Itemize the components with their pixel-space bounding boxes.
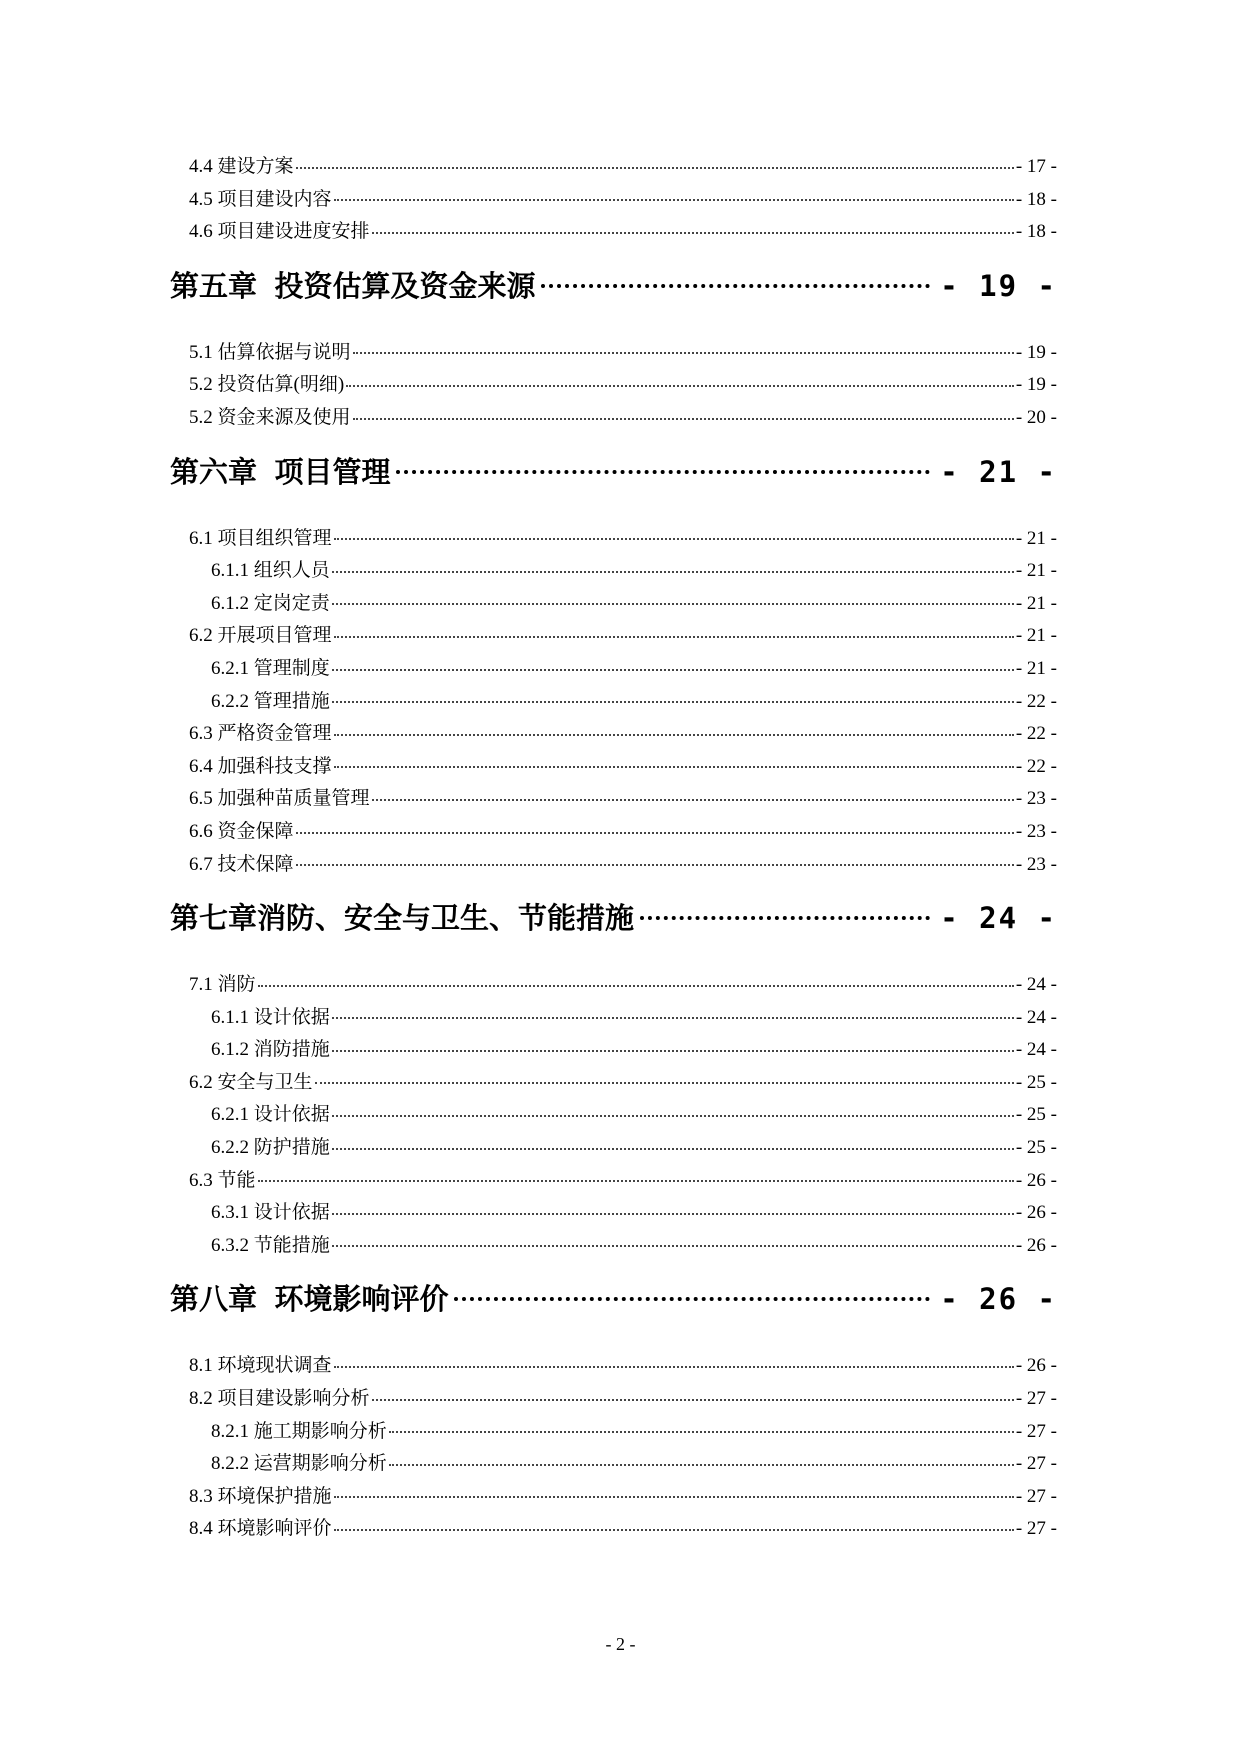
entry-page-number: - 26 -	[1015, 1169, 1057, 1191]
toc-subsection-entry[interactable]	[189, 1416, 1057, 1449]
dot-leader	[334, 636, 1014, 638]
entry-title: 6.3 严格资金管理	[189, 723, 332, 745]
dot-leader	[396, 470, 930, 474]
toc-section-entry[interactable]	[189, 1513, 1057, 1546]
entry-page-number: - 23 -	[1015, 788, 1057, 810]
toc-section-entry[interactable]	[189, 849, 1057, 882]
toc-section-entry[interactable]	[189, 620, 1057, 653]
toc-subsection-entry[interactable]	[189, 1099, 1057, 1132]
toc-subsection-entry[interactable]	[189, 1197, 1057, 1230]
entry-page-number: - 25 -	[1015, 1071, 1057, 1093]
entry-title: 6.4 加强科技支撑	[189, 755, 332, 777]
dot-leader	[332, 1148, 1014, 1150]
entry-title: 6.2 开展项目管理	[189, 625, 332, 647]
chapter-title: 第八章 环境影响评价	[170, 1282, 449, 1317]
dot-leader	[389, 1431, 1014, 1433]
dot-leader	[372, 799, 1014, 801]
toc-subsection-entry[interactable]	[189, 1002, 1057, 1035]
toc-section-entry[interactable]	[189, 1067, 1057, 1100]
dot-leader	[353, 418, 1014, 420]
entry-page-number: - 27 -	[1015, 1518, 1057, 1540]
entry-title: 6.2.1 设计依据	[211, 1104, 330, 1126]
toc-section-entry[interactable]	[189, 1481, 1057, 1514]
entry-title: 6.3 节能	[189, 1169, 256, 1191]
toc-section-entry[interactable]	[189, 523, 1057, 556]
entry-title: 4.5 项目建设内容	[189, 188, 332, 210]
toc-section-entry[interactable]	[189, 816, 1057, 849]
entry-title: 5.2 投资估算(明细)	[189, 374, 345, 396]
entry-page-number: - 26 -	[1015, 1202, 1057, 1224]
dot-leader	[332, 1213, 1014, 1215]
entry-page-number: - 22 -	[1015, 755, 1057, 777]
toc-subsection-entry[interactable]	[189, 686, 1057, 719]
entry-page-number: - 24 -	[1015, 1039, 1057, 1061]
entry-page-number: - 27 -	[1015, 1420, 1057, 1442]
entry-title: 8.2.2 运营期影响分析	[211, 1453, 387, 1475]
chapter-page-number: - 26 -	[940, 1282, 1057, 1317]
dot-leader	[332, 1017, 1014, 1019]
entry-page-number: - 23 -	[1015, 853, 1057, 875]
entry-page-number: - 19 -	[1015, 374, 1057, 396]
dot-leader	[332, 1115, 1014, 1117]
entry-page-number: - 26 -	[1015, 1355, 1057, 1377]
entry-page-number: - 26 -	[1015, 1234, 1057, 1256]
toc-section-entry[interactable]	[189, 1383, 1057, 1416]
entry-title: 6.3.2 节能措施	[211, 1234, 330, 1256]
dot-leader	[258, 985, 1014, 987]
entry-page-number: - 19 -	[1015, 341, 1057, 363]
entry-page-number: - 21 -	[1015, 657, 1057, 679]
entry-title: 4.6 项目建设进度安排	[189, 221, 370, 243]
toc-section-entry[interactable]	[189, 969, 1057, 1002]
dot-leader	[372, 232, 1014, 234]
dot-leader	[332, 1050, 1014, 1052]
dot-leader	[334, 199, 1014, 201]
toc-section-entry[interactable]	[189, 337, 1057, 370]
dot-leader	[353, 352, 1014, 354]
toc-section-entry[interactable]	[189, 369, 1057, 402]
dot-leader	[640, 916, 930, 920]
toc-subsection-entry[interactable]	[189, 1132, 1057, 1165]
toc-section-entry[interactable]	[189, 718, 1057, 751]
toc-section-entry[interactable]	[189, 216, 1057, 249]
toc-subsection-entry[interactable]	[189, 1034, 1057, 1067]
toc-chapter-heading[interactable]	[170, 1282, 1057, 1316]
entry-title: 6.2.2 管理措施	[211, 690, 330, 712]
dot-leader	[346, 385, 1014, 387]
entry-title: 6.1 项目组织管理	[189, 527, 332, 549]
entry-page-number: - 18 -	[1015, 221, 1057, 243]
entry-page-number: - 21 -	[1015, 560, 1057, 582]
entry-page-number: - 21 -	[1015, 527, 1057, 549]
dot-leader	[334, 1366, 1014, 1368]
toc-subsection-entry[interactable]	[189, 555, 1057, 588]
entry-page-number: - 25 -	[1015, 1137, 1057, 1159]
dot-leader	[334, 766, 1014, 768]
entry-page-number: - 24 -	[1015, 1006, 1057, 1028]
toc-subsection-entry[interactable]	[189, 1230, 1057, 1263]
entry-title: 8.4 环境影响评价	[189, 1518, 332, 1540]
entry-title: 6.1.2 消防措施	[211, 1039, 330, 1061]
table-of-contents	[170, 151, 1057, 1546]
dot-leader	[296, 864, 1014, 866]
toc-section-entry[interactable]	[189, 783, 1057, 816]
entry-title: 6.2 安全与卫生	[189, 1071, 313, 1093]
chapter-title: 第七章消防、安全与卫生、节能措施	[170, 901, 635, 936]
entry-title: 6.1.1 设计依据	[211, 1006, 330, 1028]
toc-section-entry[interactable]	[189, 1165, 1057, 1198]
entry-title: 4.4 建设方案	[189, 156, 294, 177]
dot-leader	[372, 1399, 1014, 1401]
toc-chapter-heading[interactable]	[170, 901, 1057, 935]
entry-page-number: - 20 -	[1015, 406, 1057, 428]
toc-subsection-entry[interactable]	[189, 588, 1057, 621]
entry-title: 6.6 资金保障	[189, 820, 294, 842]
entry-page-number: - 24 -	[1015, 974, 1057, 996]
dot-leader	[258, 1180, 1014, 1182]
page-number-footer: - 2 -	[605, 1634, 636, 1654]
dot-leader	[296, 832, 1014, 834]
entry-page-number: - 25 -	[1015, 1104, 1057, 1126]
dot-leader	[334, 1496, 1014, 1498]
dot-leader	[315, 1082, 1014, 1084]
entry-title: 7.1 消防	[189, 974, 256, 996]
dot-leader	[332, 1245, 1014, 1247]
entry-title: 6.3.1 设计依据	[211, 1202, 330, 1224]
chapter-page-number: - 24 -	[940, 901, 1057, 936]
dot-leader	[332, 603, 1014, 605]
entry-title: 8.2.1 施工期影响分析	[211, 1420, 387, 1442]
entry-title: 8.1 环境现状调查	[189, 1355, 332, 1377]
chapter-page-number: - 19 -	[940, 268, 1057, 303]
entry-title: 6.1.1 组织人员	[211, 560, 330, 582]
toc-chapter-heading[interactable]	[170, 269, 1057, 303]
dot-leader	[541, 284, 930, 288]
entry-page-number: - 21 -	[1015, 625, 1057, 647]
entry-page-number: - 17 -	[1015, 156, 1057, 177]
toc-section-entry[interactable]	[189, 402, 1057, 435]
toc-chapter-heading[interactable]	[170, 455, 1057, 489]
toc-section-entry[interactable]	[189, 751, 1057, 784]
entry-title: 5.2 资金来源及使用	[189, 406, 351, 428]
dot-leader	[332, 701, 1014, 703]
dot-leader	[296, 167, 1014, 169]
toc-section-entry[interactable]	[189, 1350, 1057, 1383]
entry-page-number: - 27 -	[1015, 1453, 1057, 1475]
entry-page-number: - 18 -	[1015, 188, 1057, 210]
toc-subsection-entry[interactable]	[189, 1448, 1057, 1481]
dot-leader	[334, 1529, 1014, 1531]
dot-leader	[332, 669, 1014, 671]
entry-page-number: - 22 -	[1015, 723, 1057, 745]
toc-subsection-entry[interactable]	[189, 653, 1057, 686]
toc-section-entry[interactable]	[189, 151, 1057, 184]
entry-title: 6.2.1 管理制度	[211, 657, 330, 679]
entry-title: 8.2 项目建设影响分析	[189, 1388, 370, 1410]
entry-page-number: - 22 -	[1015, 690, 1057, 712]
entry-page-number: - 23 -	[1015, 820, 1057, 842]
dot-leader	[334, 734, 1014, 736]
dot-leader	[332, 571, 1014, 573]
entry-title: 6.7 技术保障	[189, 853, 294, 875]
chapter-title: 第五章 投资估算及资金来源	[170, 268, 536, 303]
chapter-title: 第六章 项目管理	[170, 454, 391, 489]
entry-title: 6.2.2 防护措施	[211, 1137, 330, 1159]
entry-title: 8.3 环境保护措施	[189, 1485, 332, 1507]
toc-section-entry[interactable]	[189, 184, 1057, 217]
entry-title: 5.1 估算依据与说明	[189, 341, 351, 363]
chapter-page-number: - 21 -	[940, 454, 1057, 489]
dot-leader	[454, 1297, 930, 1301]
entry-title: 6.5 加强种苗质量管理	[189, 788, 370, 810]
entry-page-number: - 27 -	[1015, 1388, 1057, 1410]
dot-leader	[334, 538, 1014, 540]
entry-page-number: - 21 -	[1015, 592, 1057, 614]
entry-title: 6.1.2 定岗定责	[211, 592, 330, 614]
dot-leader	[389, 1464, 1014, 1466]
entry-page-number: - 27 -	[1015, 1485, 1057, 1507]
